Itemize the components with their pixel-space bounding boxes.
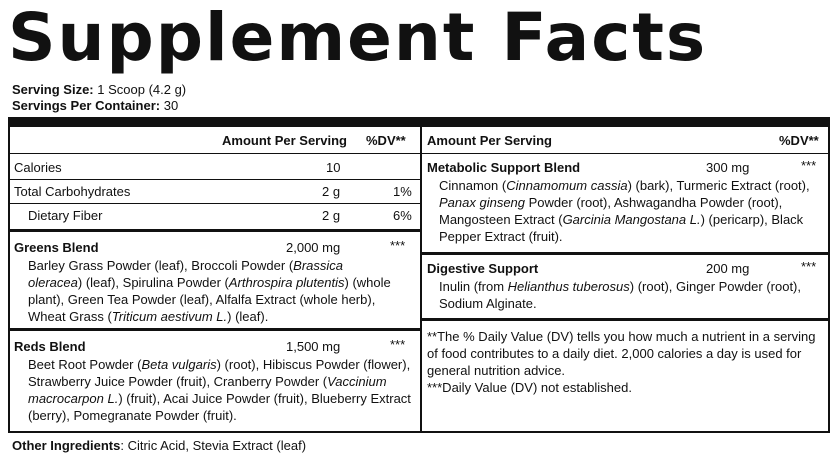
reds-blend-ingredients: Beet Root Powder (Beta vulgaris) (root), Hibiscus Powder (flower), Strawberry Juice Powder (fruit), Cranberry Powder (Vaccinium macrocarpon L.) (fruit), Acai Juice Powder (fruit), Blueberry Extract (berry), Pomegranate Powder (fruit).	[28, 357, 411, 423]
reds-blend-label: Reds Blend	[14, 339, 86, 354]
digestive-support-dv: ***	[801, 259, 817, 274]
page-title: Supplement Facts	[8, 0, 708, 76]
servings-per-container-value: 30	[160, 98, 179, 113]
fiber-dv: 6%	[393, 208, 412, 223]
fiber-label: Dietary Fiber	[28, 208, 103, 223]
section-rule	[10, 229, 420, 232]
serving-size	[12, 82, 186, 98]
greens-blend-dv: ***	[390, 238, 406, 253]
carbs-amount: 2 g	[322, 184, 341, 199]
metabolic-blend-amount: 300 mg	[706, 160, 750, 175]
dv-footnote: **The % Daily Value (DV) tells you how much a nutrient in a serving of food contributes to a daily diet. 2,000 calories a day is used for general nutrition advice. ***Daily Value (DV) not established.	[427, 329, 816, 395]
row-rule	[10, 179, 420, 180]
servings-per-container	[12, 98, 178, 114]
right-dv-header: %DV**	[779, 133, 819, 148]
other-ingredients-value: : Citric Acid, Stevia Extract (leaf)	[120, 438, 307, 453]
serving-size-value: 1 Scoop (4.2 g)	[93, 82, 187, 97]
metabolic-blend-label: Metabolic Support Blend	[427, 160, 581, 175]
metabolic-blend-dv: ***	[801, 158, 817, 173]
servings-per-container-label: Servings Per Container:	[12, 98, 161, 113]
greens-blend-ingredients: Barley Grass Powder (leaf), Broccoli Powder (Brassica oleracea) (leaf), Spirulina Powder (Arthrospira plutentis) (whole plant), Green Tea Powder (leaf), Alfalfa Extract (whole herb), Wheat Grass (Triticum aestivum L.) (leaf).	[28, 258, 391, 324]
right-amount-header: Amount Per Serving	[427, 133, 552, 148]
left-header-rule	[10, 153, 420, 154]
other-ingredients	[12, 438, 306, 453]
metabolic-blend-ingredients: Cinnamon (Cinnamomum cassia) (bark), Turmeric Extract (root), Panax ginseng Powder (root), Ashwagandha Powder (root), Mangosteen Extract (Garcinia Mangostana L.) (pericarp), Black Pepper Extract (fruit).	[439, 178, 810, 244]
other-ingredients-label: Other Ingredients	[12, 438, 121, 453]
serving-size-label: Serving Size:	[12, 82, 94, 97]
greens-blend-label: Greens Blend	[14, 240, 99, 255]
section-rule	[422, 318, 828, 321]
digestive-support-amount: 200 mg	[706, 261, 750, 276]
left-dv-header: %DV**	[366, 133, 406, 148]
section-rule	[422, 252, 828, 255]
fiber-amount: 2 g	[322, 208, 341, 223]
left-amount-header: Amount Per Serving	[222, 133, 347, 148]
reds-blend-amount: 1,500 mg	[286, 339, 341, 354]
carbs-label: Total Carbohydrates	[14, 184, 131, 199]
calories-label: Calories	[14, 160, 62, 175]
section-rule	[10, 328, 420, 331]
greens-blend-amount: 2,000 mg	[286, 240, 341, 255]
column-divider	[420, 117, 422, 433]
right-header-rule	[422, 153, 828, 154]
calories-amount: 10	[326, 160, 341, 175]
carbs-dv: 1%	[393, 184, 412, 199]
reds-blend-dv: ***	[390, 337, 406, 352]
digestive-support-ingredients: Inulin (from Helianthus tuberosus) (root), Ginger Powder (root), Sodium Alginate.	[439, 279, 801, 311]
digestive-support-label: Digestive Support	[427, 261, 539, 276]
row-rule	[10, 203, 420, 204]
